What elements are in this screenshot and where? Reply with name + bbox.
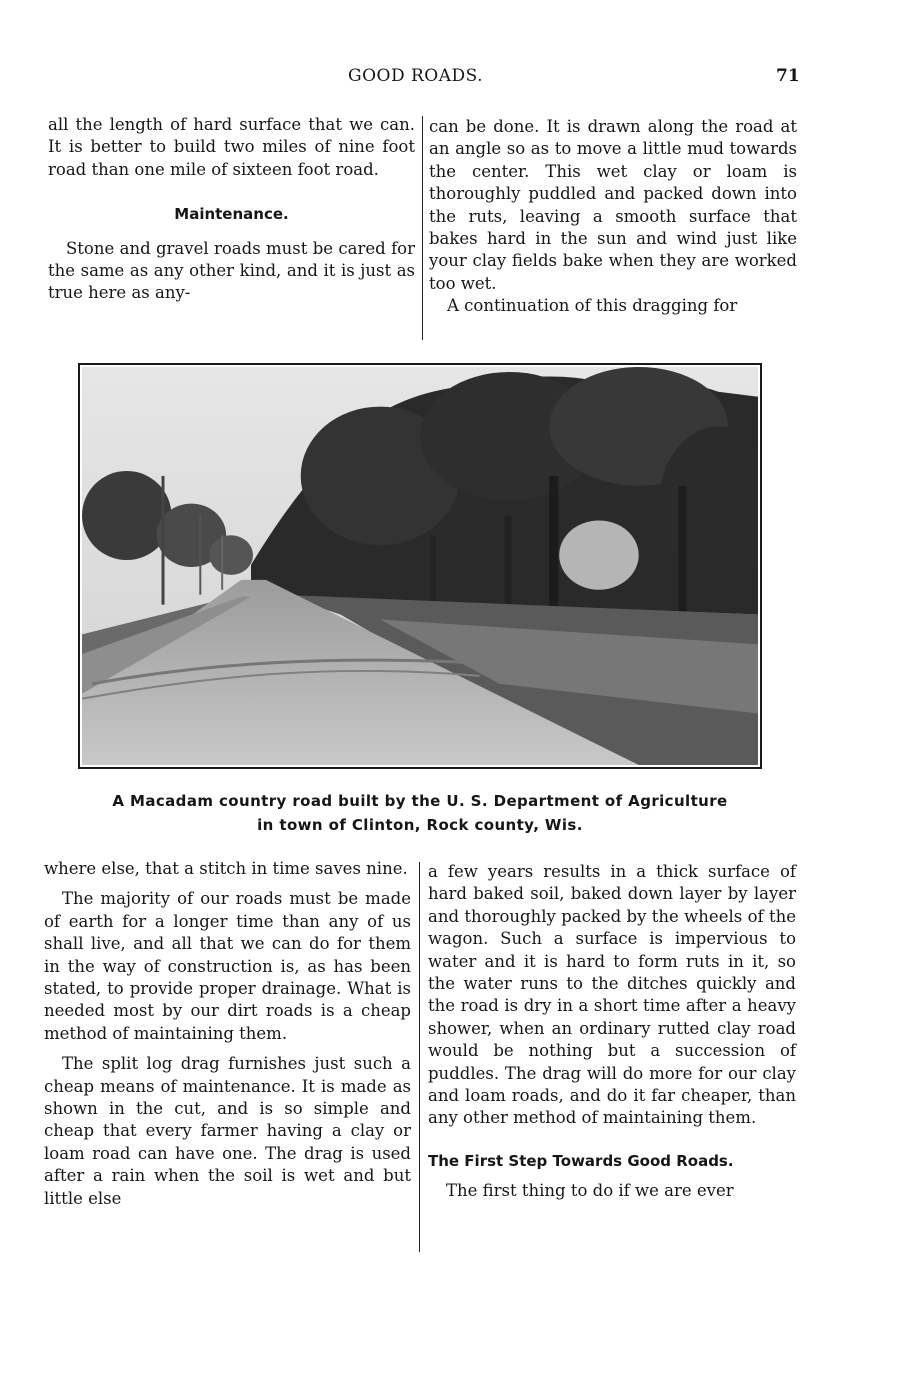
section-heading-first-step: The First Step Towards Good Roads.	[428, 1151, 734, 1170]
top-left-column	[48, 114, 415, 305]
page-header	[0, 64, 909, 90]
road-photograph	[78, 363, 762, 769]
paragraph: all the length of hard surface that we can. It is better to build two miles of nine foot road than one mile of sixteen foot road.	[48, 115, 415, 179]
paragraph: Stone and gravel roads must be cared for the same as any other kind, and it is just as true here as any-	[48, 238, 415, 303]
photo-illustration	[82, 367, 758, 765]
paragraph: The majority of our roads must be made of earth for a longer time than any of us shall live, and all that we can do for them in the way of construction is, as has been stated, to provide proper drainage. What is needed most by our dirt roads is a cheap method of maintaining them.	[44, 889, 411, 1043]
top-right-column	[429, 116, 797, 318]
paragraph: where else, that a stitch in time saves nine.	[44, 859, 408, 878]
figure-caption	[60, 789, 780, 837]
caption-line: in town of Clinton, Rock county, Wis.	[257, 816, 583, 834]
paragraph: A continuation of this dragging for	[447, 296, 738, 316]
bottom-left-column	[44, 858, 411, 1210]
column-divider	[422, 116, 423, 340]
running-title: GOOD ROADS.	[348, 66, 484, 86]
paragraph: The split log drag furnishes just such a cheap means of maintenance. It is made as shown in the cut, and is so simple and cheap that every farmer having a clay or loam road can have one. The drag is used after a rain when the soil is wet and but little else	[44, 1054, 411, 1208]
caption-line: A Macadam country road built by the U. S. Department of Agriculture	[112, 792, 728, 810]
page-number: 71	[776, 66, 800, 86]
paragraph: can be done. It is drawn along the road at an angle so as to move a little mud towards the center. This wet clay or loam is thoroughly puddled and packed down into the ruts, leaving a smooth surface that bakes hard in the sun and wind just like your clay fields bake when they are worked too wet.	[429, 117, 797, 293]
column-divider	[419, 862, 420, 1252]
paragraph: a few years results in a thick surface of hard baked soil, baked down layer by layer and thoroughly packed by the wheels of the wagon. Such a surface is impervious to water and it is hard to form ruts in it, so the water runs to the ditches quickly and the road is dry in a short time after a heavy shower, when an ordinary rutted clay road would be nothing but a succession of puddles. The drag will do more for our clay and loam roads, and do it far cheaper, than any other method of maintaining them.	[428, 862, 796, 1128]
bottom-right-column	[428, 861, 796, 1203]
paragraph: The first thing to do if we are ever	[446, 1181, 734, 1201]
section-heading-maintenance: Maintenance.	[174, 205, 289, 224]
